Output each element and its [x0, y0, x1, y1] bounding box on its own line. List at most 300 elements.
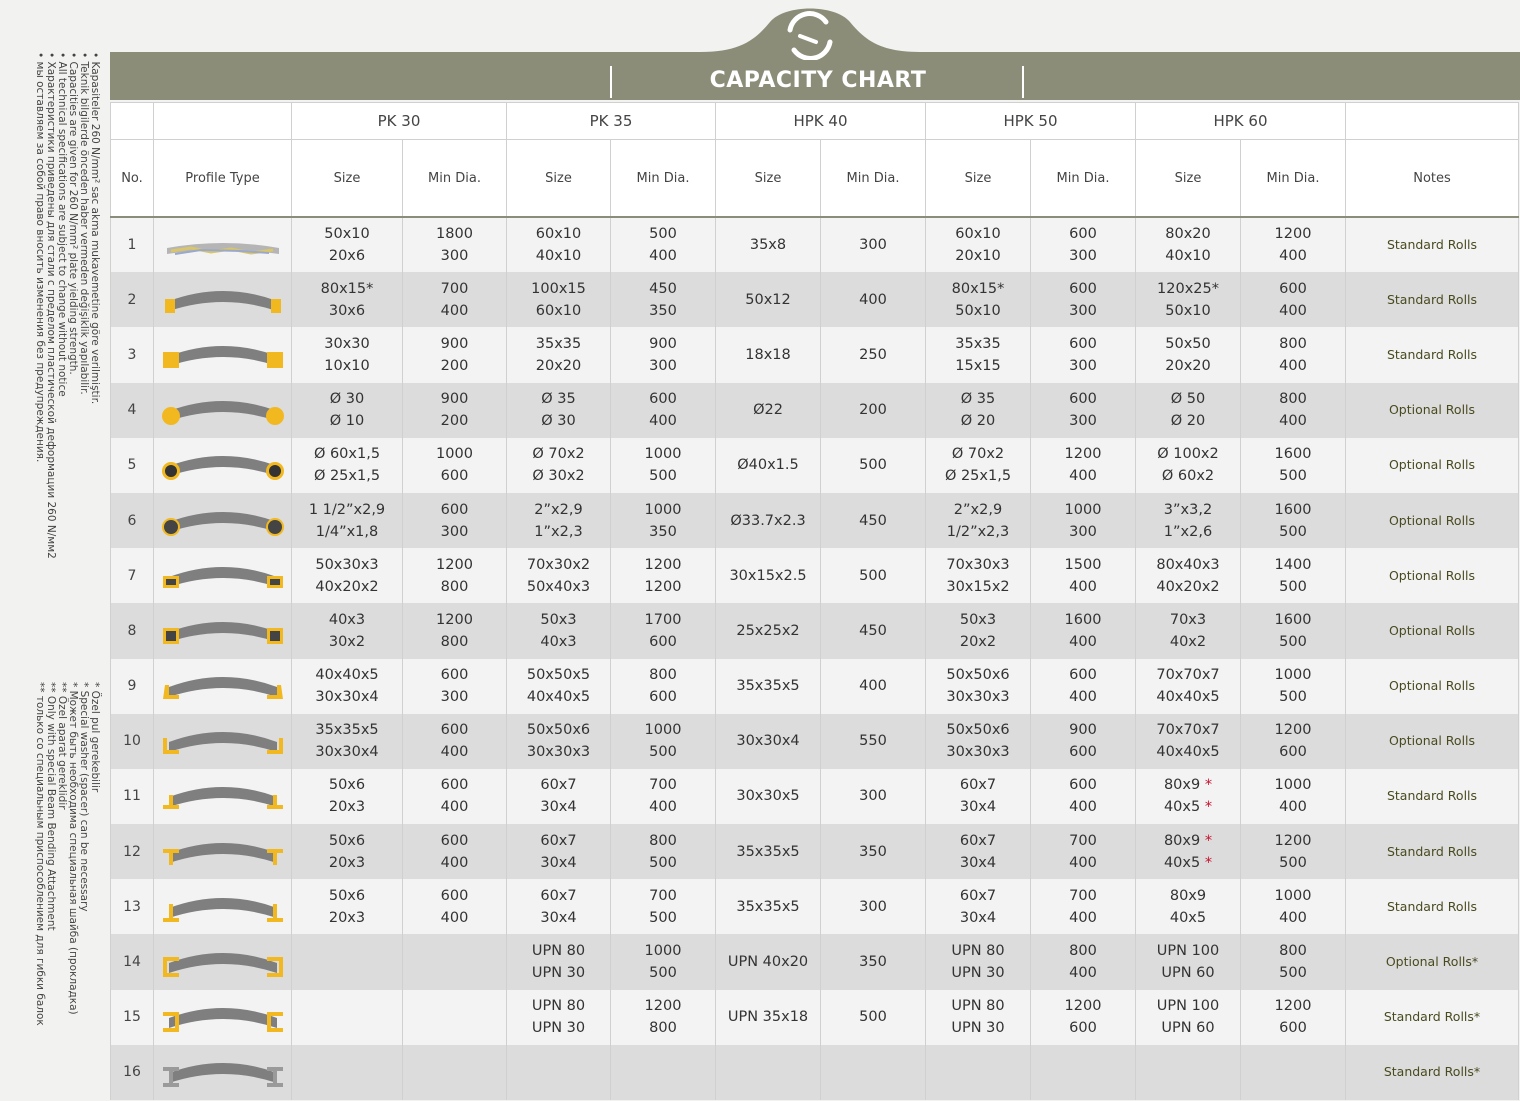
group-blank: [1346, 103, 1519, 140]
col-size: Size: [292, 140, 403, 218]
cell-line: 50x10: [324, 226, 370, 243]
hpk40-min-dia-cell: [821, 1045, 926, 1100]
cell-line: 50x12: [745, 291, 791, 308]
cell-line: 30x2: [328, 633, 366, 650]
side-note-line: • Teknik bilgilerde önceden haber vermeden değişiklik yapılabilir.: [78, 52, 90, 395]
cell-line: 1/2”x2,3: [946, 523, 1010, 540]
hpk40-min-dia-cell: [821, 769, 926, 824]
cell-line: 50x6: [328, 887, 366, 904]
hpk40-size-cell: [716, 824, 821, 879]
row-number: 4: [111, 383, 154, 438]
notes-cell: Optional Rolls: [1346, 438, 1519, 493]
cell-line: 20x2: [959, 633, 997, 650]
profile-cell: [154, 383, 292, 438]
cell-line: 1600: [1274, 446, 1312, 463]
hpk40-size-cell: [716, 217, 821, 272]
hpk50-min-dia-cell: [1031, 548, 1136, 603]
hpk60-min-dia-cell: [1241, 714, 1346, 769]
col-size: Size: [1136, 140, 1241, 218]
cell-value: 40x5: [1163, 854, 1205, 871]
side-note-line: ** только со специальным приспособлением для гибки балок: [34, 682, 46, 1026]
cell-line: 35x35x5: [736, 843, 800, 860]
cell-line: Ø 35: [960, 391, 996, 408]
hpk40-min-dia-cell: [821, 934, 926, 989]
cell-line: UPN 60: [1161, 965, 1215, 982]
cell-line: 60x10: [535, 226, 582, 243]
cell-line: UPN 80: [531, 943, 586, 960]
cell-line: Ø 30x2: [532, 468, 585, 485]
pk35-size-cell: [507, 934, 611, 989]
hpk40-min-dia-cell: [821, 824, 926, 879]
cell-line: Ø 20: [1170, 413, 1206, 430]
side-note-line: • Capacities are given for 260 N/mm² plate yielding strength.: [67, 52, 79, 375]
hpk40-size-cell: [716, 769, 821, 824]
hpk50-size-cell: [926, 217, 1031, 272]
cell-line: 400: [1279, 413, 1307, 430]
side-note-line: • мы оставляем за собой право вносить изменения без предупреждения.: [34, 52, 46, 463]
profile-round-bar-icon: [161, 389, 285, 431]
cell-line: 600: [440, 501, 469, 518]
cell-value: 80x9: [1163, 832, 1205, 849]
profile-square-bar-icon: [161, 334, 285, 376]
cell-line: 900: [440, 391, 469, 408]
hpk40-size-cell: [716, 934, 821, 989]
cell-line: UPN 30: [531, 1020, 586, 1037]
cell-line: 30x30x5: [736, 788, 800, 805]
cell-line: 600: [440, 468, 469, 485]
cell-line: 1200: [436, 611, 473, 628]
cell-line: 80x15*: [320, 280, 374, 297]
hpk60-min-dia-cell: [1241, 272, 1346, 327]
hpk50-min-dia-cell: [1031, 934, 1136, 989]
hpk60-size-cell: [1136, 603, 1241, 658]
cell-line: 300: [440, 248, 469, 265]
cell-line: [1136, 830, 1240, 852]
cell-line: 800: [440, 633, 469, 650]
hpk40-min-dia-cell: [821, 603, 926, 658]
cell-line: 10x10: [324, 357, 370, 374]
hpk50-size-cell: [926, 934, 1031, 989]
pk35-min-dia-cell: [611, 438, 716, 493]
hpk60-min-dia-cell: [1241, 493, 1346, 548]
hpk60-min-dia-cell: [1241, 1045, 1346, 1100]
profile-cell: [154, 548, 292, 603]
cell-line: UPN 100: [1156, 943, 1220, 960]
cell-line: 300: [649, 357, 677, 374]
cell-line: 400: [1069, 799, 1097, 816]
pk30-size-cell: [292, 1045, 403, 1100]
side-note-line: * Может быть необходима специальная шайба (прокладка): [67, 682, 79, 1015]
cell-line: 30x30: [324, 335, 370, 352]
cell-line: 400: [1069, 633, 1097, 650]
row-number: 6: [111, 493, 154, 548]
pk30-min-dia-cell: [403, 327, 507, 382]
hpk50-min-dia-cell: [1031, 272, 1136, 327]
cell-line: 120x25*: [1157, 280, 1219, 297]
table-row: [111, 383, 1519, 438]
cell-line: 400: [649, 413, 677, 430]
profile-cell: [154, 493, 292, 548]
col-min-dia: Min Dia.: [1241, 140, 1346, 218]
cell-line: 50x3: [959, 611, 997, 628]
pk30-size-cell: [292, 493, 403, 548]
row-number: 8: [111, 603, 154, 658]
cell-line: 800: [1069, 943, 1097, 960]
hpk60-size-cell: [1136, 1045, 1241, 1100]
pk30-size-cell: [292, 714, 403, 769]
cell-line: 600: [1069, 280, 1097, 297]
table-row: [111, 824, 1519, 879]
cell-line: 300: [859, 237, 887, 254]
pk30-min-dia-cell: [403, 383, 507, 438]
cell-line: 40x40x5: [1156, 689, 1220, 706]
profile-flat-icon: [161, 224, 285, 266]
hpk60-size-cell: [1136, 769, 1241, 824]
hpk40-min-dia-cell: [821, 272, 926, 327]
cell-line: Ø 50: [1170, 391, 1206, 408]
cell-line: 600: [1069, 777, 1097, 794]
hpk40-min-dia-cell: [821, 990, 926, 1045]
pk30-size-cell: [292, 659, 403, 714]
cell-value: 40x5: [1163, 799, 1205, 816]
cell-line: 30x4: [540, 909, 577, 926]
pk35-size-cell: [507, 493, 611, 548]
cell-line: Ø 70x2: [951, 446, 1005, 463]
col-size: Size: [716, 140, 821, 218]
group-pk30: PK 30: [292, 103, 507, 140]
profile-pipe-icon: [161, 500, 285, 542]
cell-line: 40x2: [1169, 633, 1207, 650]
cell-line: 70x70x7: [1156, 722, 1220, 739]
notes-cell: Standard Rolls*: [1346, 990, 1519, 1045]
pk35-min-dia-cell: [611, 659, 716, 714]
cell-line: 1200: [644, 556, 682, 573]
hpk40-min-dia-cell: [821, 327, 926, 382]
cell-line: 500: [1279, 578, 1307, 595]
cell-line: 600: [1069, 335, 1097, 352]
cell-line: 400: [440, 799, 469, 816]
cell-line: 600: [1069, 391, 1097, 408]
pk30-min-dia-cell: [403, 714, 507, 769]
profile-tee-out-icon: [161, 775, 285, 817]
hpk40-size-cell: [716, 714, 821, 769]
cell-line: 50x50x5: [526, 667, 591, 684]
cell-line: Ø 30: [541, 413, 576, 430]
cell-line: 500: [859, 1009, 887, 1026]
side-note-line: • Kapasiteler 260 N/mm² sac akma mukavemetine göre verilmiştir.: [89, 52, 101, 405]
cell-line: 600: [1279, 1020, 1307, 1037]
cell-line: 400: [1069, 965, 1097, 982]
cell-line: 1000: [1274, 777, 1312, 794]
pk30-size-cell: [292, 548, 403, 603]
profile-cell: [154, 438, 292, 493]
hpk50-size-cell: [926, 383, 1031, 438]
column-header-row: [111, 140, 1519, 218]
cell-line: 40x3: [328, 611, 366, 628]
cell-line: 1200: [1274, 722, 1312, 739]
hpk60-size-cell: [1136, 659, 1241, 714]
hpk50-min-dia-cell: [1031, 990, 1136, 1045]
pk35-min-dia-cell: [611, 327, 716, 382]
cell-line: 500: [649, 965, 677, 982]
row-number: 2: [111, 272, 154, 327]
row-number: 16: [111, 1045, 154, 1100]
asterisk-mark: *: [1204, 799, 1213, 816]
hpk50-min-dia-cell: [1031, 1045, 1136, 1100]
cell-line: 50x10: [955, 302, 1001, 319]
cell-line: 1000: [644, 722, 682, 739]
cell-line: 400: [1279, 302, 1307, 319]
cell-line: 30x30x4: [315, 689, 379, 706]
profile-tee-in-icon: [161, 831, 285, 873]
pk35-size-cell: [507, 217, 611, 272]
cell-line: 800: [1279, 943, 1307, 960]
hpk40-size-cell: [716, 990, 821, 1045]
hpk50-min-dia-cell: [1031, 659, 1136, 714]
cell-line: 100x15: [531, 280, 586, 297]
profile-cell: [154, 990, 292, 1045]
cell-line: 1200: [1274, 226, 1312, 243]
cell-line: Ø 100x2: [1157, 446, 1219, 463]
hpk50-size-cell: [926, 603, 1031, 658]
pk35-size-cell: [507, 714, 611, 769]
col-min-dia: Min Dia.: [403, 140, 507, 218]
cell-line: 400: [1279, 248, 1307, 265]
cell-line: 600: [1069, 744, 1097, 761]
cell-line: 20x20: [1165, 357, 1211, 374]
hpk60-min-dia-cell: [1241, 879, 1346, 934]
pk30-min-dia-cell: [403, 769, 507, 824]
cell-line: 400: [649, 799, 677, 816]
cell-line: 350: [859, 954, 887, 971]
hpk60-size-cell: [1136, 990, 1241, 1045]
cell-line: 1 1/2”x2,9: [308, 501, 386, 518]
cell-line: 450: [859, 622, 887, 639]
col-size: Size: [926, 140, 1031, 218]
hpk40-min-dia-cell: [821, 548, 926, 603]
cell-line: 50x40x3: [526, 578, 591, 595]
pk35-min-dia-cell: [611, 879, 716, 934]
cell-line: 500: [649, 909, 677, 926]
row-number: 13: [111, 879, 154, 934]
cell-line: 35x8: [749, 237, 787, 254]
cell-line: 600: [440, 722, 469, 739]
cell-line: 18x18: [745, 346, 791, 363]
pk35-min-dia-cell: [611, 934, 716, 989]
cell-line: 300: [1069, 302, 1097, 319]
pk35-size-cell: [507, 438, 611, 493]
side-note-line: ** Özel aparat gereklidir: [56, 682, 68, 810]
hpk60-size-cell: [1136, 493, 1241, 548]
cell-line: 1000: [644, 501, 682, 518]
pk30-min-dia-cell: [403, 603, 507, 658]
notes-cell: Standard Rolls: [1346, 272, 1519, 327]
cell-line: [1136, 852, 1240, 874]
cell-line: 400: [440, 854, 469, 871]
cell-line: 500: [1279, 965, 1307, 982]
group-hpk60: HPK 60: [1136, 103, 1346, 140]
col-size: Size: [507, 140, 611, 218]
table-row: [111, 272, 1519, 327]
row-number: 14: [111, 934, 154, 989]
pk30-size-cell: [292, 934, 403, 989]
cell-line: 40x10: [535, 248, 582, 265]
cell-line: 500: [859, 457, 887, 474]
profile-cell: [154, 272, 292, 327]
cell-line: 1400: [1274, 556, 1312, 573]
cell-line: UPN 80: [531, 998, 586, 1015]
cell-line: 30x4: [959, 799, 997, 816]
cell-line: 30x15x2.5: [729, 567, 807, 584]
cell-line: 40x40x5: [1156, 744, 1220, 761]
hpk50-min-dia-cell: [1031, 824, 1136, 879]
hpk40-size-cell: [716, 493, 821, 548]
hpk40-min-dia-cell: [821, 217, 926, 272]
notes-cell: Standard Rolls: [1346, 769, 1519, 824]
cell-line: 800: [440, 578, 469, 595]
cell-line: Ø33.7x2.3: [730, 512, 806, 529]
cell-line: 20x6: [328, 248, 366, 265]
pk35-size-cell: [507, 327, 611, 382]
notes-cell: Optional Rolls: [1346, 493, 1519, 548]
cell-line: 40x10: [1165, 248, 1211, 265]
cell-line: 1/4”x1,8: [315, 523, 379, 540]
pk30-min-dia-cell: [403, 217, 507, 272]
cell-line: 600: [1069, 1020, 1097, 1037]
notes-cell: Optional Rolls*: [1346, 934, 1519, 989]
cell-line: UPN 35x18: [727, 1009, 809, 1026]
cell-line: 60x7: [540, 777, 577, 794]
pk30-size-cell: [292, 327, 403, 382]
hpk50-size-cell: [926, 548, 1031, 603]
cell-line: 30x30x3: [526, 744, 591, 761]
notes-cell: Standard Rolls: [1346, 879, 1519, 934]
cell-line: UPN 30: [951, 965, 1005, 982]
hpk60-min-dia-cell: [1241, 769, 1346, 824]
cell-line: 40x40x5: [315, 667, 379, 684]
hpk60-min-dia-cell: [1241, 548, 1346, 603]
hpk40-min-dia-cell: [821, 659, 926, 714]
cell-line: 1000: [1064, 501, 1102, 518]
profile-cell: [154, 217, 292, 272]
cell-line: 35x35x5: [736, 898, 800, 915]
hpk50-min-dia-cell: [1031, 217, 1136, 272]
profile-beam-icon: [161, 1051, 285, 1093]
cell-line: Ø 60x2: [1161, 468, 1215, 485]
cell-line: 350: [649, 302, 677, 319]
cell-line: 600: [440, 887, 469, 904]
pk30-size-cell: [292, 438, 403, 493]
cell-line: 800: [649, 667, 677, 684]
profile-cell: [154, 1045, 292, 1100]
cell-line: 600: [1279, 744, 1307, 761]
hpk60-size-cell: [1136, 879, 1241, 934]
cell-line: UPN 80: [951, 943, 1005, 960]
hpk40-min-dia-cell: [821, 493, 926, 548]
cell-line: 400: [440, 744, 469, 761]
pk30-min-dia-cell: [403, 659, 507, 714]
cell-line: 600: [1279, 280, 1307, 297]
hpk60-min-dia-cell: [1241, 603, 1346, 658]
cell-line: 30x15x2: [946, 578, 1010, 595]
cell-line: 1600: [1274, 611, 1312, 628]
cell-line: 70x70x7: [1156, 667, 1220, 684]
cell-line: 700: [649, 777, 677, 794]
hpk50-size-cell: [926, 1045, 1031, 1100]
pk30-min-dia-cell: [403, 272, 507, 327]
cell-line: 800: [649, 1020, 677, 1037]
cell-line: 50x6: [328, 832, 366, 849]
cell-line: 400: [1069, 854, 1097, 871]
hpk50-min-dia-cell: [1031, 879, 1136, 934]
cell-line: 400: [1279, 357, 1307, 374]
cell-line: 500: [1279, 854, 1307, 871]
hpk50-min-dia-cell: [1031, 327, 1136, 382]
col-min-dia: Min Dia.: [1031, 140, 1136, 218]
cell-line: 700: [1069, 887, 1097, 904]
hpk50-size-cell: [926, 272, 1031, 327]
cell-line: 50x50x6: [946, 722, 1010, 739]
cell-line: Ø 25x1,5: [944, 468, 1012, 485]
pk30-size-cell: [292, 272, 403, 327]
profile-channel-in-icon: [161, 996, 285, 1038]
cell-line: 1500: [1064, 556, 1102, 573]
pk35-size-cell: [507, 603, 611, 658]
col-min-dia: Min Dia.: [611, 140, 716, 218]
title-divider-right: [1022, 66, 1024, 98]
profile-channel-out-icon: [161, 941, 285, 983]
side-note-line: • All technical specifications are subject to change without notice: [56, 52, 68, 397]
cell-line: 50x6: [328, 777, 366, 794]
pk30-size-cell: [292, 603, 403, 658]
hpk40-min-dia-cell: [821, 383, 926, 438]
profile-cell: [154, 934, 292, 989]
cell-line: UPN 80: [951, 998, 1005, 1015]
cell-line: 200: [440, 413, 469, 430]
cell-line: 400: [1279, 909, 1307, 926]
cell-line: 50x50: [1165, 335, 1211, 352]
footnotes: [34, 682, 100, 1026]
cell-line: 50x50x6: [946, 667, 1010, 684]
cell-line: 1000: [1274, 887, 1312, 904]
table-row: [111, 714, 1519, 769]
hpk50-size-cell: [926, 438, 1031, 493]
cell-line: 25x25x2: [736, 622, 800, 639]
cell-line: Ø 10: [329, 413, 365, 430]
cell-line: 500: [859, 567, 887, 584]
hpk40-size-cell: [716, 659, 821, 714]
profile-cell: [154, 824, 292, 879]
side-note-line: * Special washer (spacer) can be necessary: [78, 682, 90, 912]
cell-line: 35x35: [955, 335, 1001, 352]
cell-line: 1”x2,6: [1163, 523, 1213, 540]
cell-line: 30x4: [540, 799, 577, 816]
pk35-min-dia-cell: [611, 493, 716, 548]
pk35-min-dia-cell: [611, 272, 716, 327]
pk30-size-cell: [292, 990, 403, 1045]
cell-line: 300: [859, 898, 887, 915]
row-number: 7: [111, 548, 154, 603]
notes-cell: Standard Rolls: [1346, 217, 1519, 272]
cell-line: 600: [649, 689, 677, 706]
notes-cell: Standard Rolls: [1346, 327, 1519, 382]
notes-cell: Optional Rolls: [1346, 383, 1519, 438]
hpk50-min-dia-cell: [1031, 769, 1136, 824]
col-notes: Notes: [1346, 140, 1519, 218]
notes-cell: Optional Rolls: [1346, 603, 1519, 658]
profile-rect-tube-icon: [161, 555, 285, 597]
cell-line: 30x6: [328, 302, 366, 319]
